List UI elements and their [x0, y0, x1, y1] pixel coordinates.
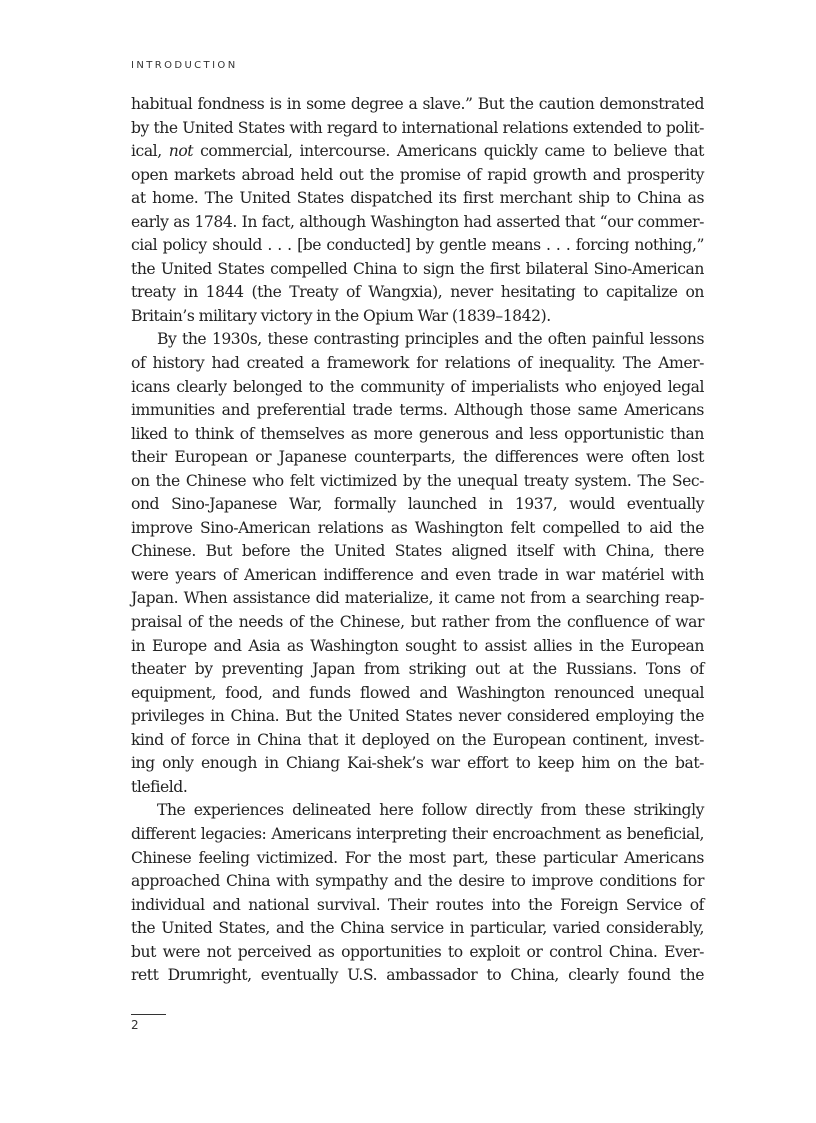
text-line [131, 140, 704, 164]
text-line: Chinese feeling victimized. For the most part, these particular Americans [131, 848, 704, 867]
folio-rule [131, 1014, 166, 1015]
running-head: INTRODUCTION [131, 60, 238, 71]
text-line: at home. The United States dispatched its first merchant ship to China as [131, 189, 704, 208]
text-line: by the United States with regard to international relations extended to polit- [131, 118, 704, 137]
text-line: rett Drumright, eventually U.S. ambassador to China, clearly found the [131, 966, 704, 985]
emphasis: not [168, 142, 194, 161]
text-line: treaty in 1844 (the Treaty of Wangxia), never hesitating to capitalize on [131, 283, 704, 302]
text-line: habitual fondness is in some degree a slave.” But the caution demonstrated [131, 95, 704, 113]
text-line: improve Sino-American relations as Washington felt compelled to aid the [131, 518, 704, 537]
text-line: their European or Japanese counterparts, the differences were often lost [131, 448, 704, 467]
text-line: were years of American indifference and even trade in war matériel with [131, 565, 704, 584]
text-line: approached China with sympathy and the desire to improve conditions for [131, 872, 704, 891]
text-line: individual and national survival. Their routes into the Foreign Service of [131, 895, 704, 914]
text-line-segment: commercial, intercourse. Americans quickly came to believe that [193, 142, 704, 161]
page-number: 2 [131, 1018, 139, 1032]
text-line: the United States, and the China service in particular, varied considerably, [131, 919, 704, 938]
text-line: in Europe and Asia as Washington sought to assist allies in the European [131, 636, 704, 655]
text-line: different legacies: Americans interpreting their encroachment as beneficial, [131, 824, 704, 843]
body-text [131, 93, 704, 988]
text-line: privileges in China. But the United States never considered employing the [131, 707, 704, 726]
text-line: Chinese. But before the United States aligned itself with China, there [131, 542, 704, 561]
text-line: the United States compelled China to sign the first bilateral Sino-American [131, 259, 704, 278]
text-line: on the Chinese who felt victimized by the unequal treaty system. The Sec- [131, 471, 704, 490]
text-line: immunities and preferential trade terms. Although those same Americans [131, 401, 704, 420]
text-line: kind of force in China that it deployed on the European continent, invest- [131, 730, 704, 749]
text-line: By the 1930s, these contrasting principles and the often painful lessons [157, 330, 704, 349]
text-line: open markets abroad held out the promise of rapid growth and prosperity [131, 165, 704, 184]
text-line: Japan. When assistance did materialize, it came not from a searching reap- [131, 589, 704, 608]
text-line: Britain’s military victory in the Opium War (1839–1842). [131, 306, 551, 325]
text-line: of history had created a framework for relations of inequality. The Amer- [131, 354, 704, 373]
text-line: cial policy should . . . [be conducted] by gentle means . . . forcing nothing,” [131, 236, 704, 255]
text-line: theater by preventing Japan from striking out at the Russians. Tons of [131, 660, 704, 679]
text-line: but were not perceived as opportunities to exploit or control China. Ever- [131, 942, 704, 961]
text-line: equipment, food, and funds flowed and Washington renounced unequal [131, 683, 704, 702]
text-line: praisal of the needs of the Chinese, but rather from the confluence of war [131, 613, 704, 632]
text-line: ing only enough in Chiang Kai-shek’s war effort to keep him on the bat- [131, 754, 704, 773]
text-line: ond Sino-Japanese War, formally launched in 1937, would eventually [131, 495, 704, 514]
text-line: The experiences delineated here follow directly from these strikingly [157, 801, 704, 820]
text-line: icans clearly belonged to the community of imperialists who enjoyed legal [131, 377, 704, 396]
text-line: liked to think of themselves as more generous and less opportunistic than [131, 424, 704, 443]
text-line-segment: ical, [131, 142, 169, 161]
text-line: tlefield. [131, 777, 188, 796]
text-line: early as 1784. In fact, although Washington had asserted that “our commer- [131, 212, 704, 231]
